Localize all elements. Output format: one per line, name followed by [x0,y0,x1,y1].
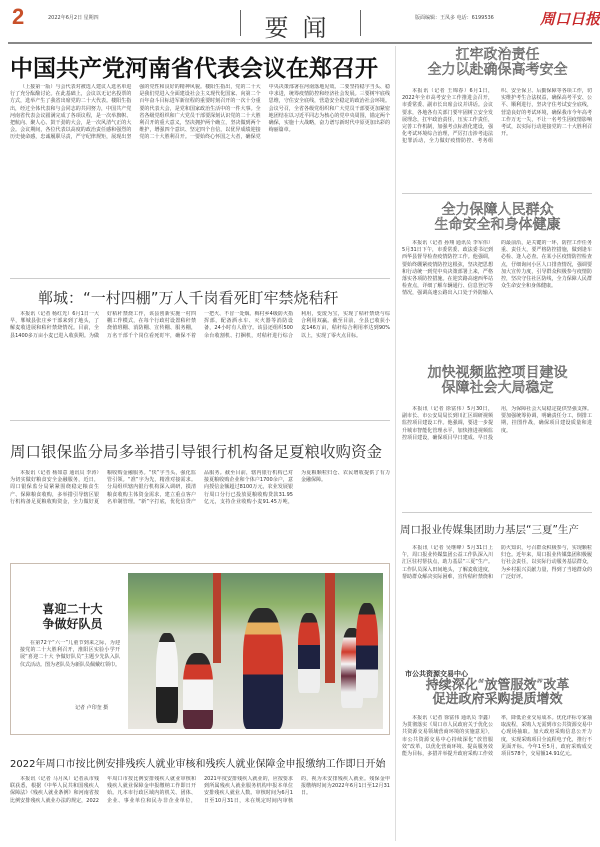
headline-dancheng: 郸城：“一村四棚”万人千岗看死盯牢禁烧秸秆 [38,289,339,307]
header-rule [8,42,592,44]
article-video-body: 本报讯（记者 徐富伟）5月30日，副市长、市公安局局长到川汇区调研视频监控项目建设工作。他强调，要进一步提升城市智能化管理水平，加快推进视频监控项目建设，确保项目早日建成、早日投用，为保障社会大局稳定提供坚强支撑。要加强统筹协调，明确责任分工，倒排工期，挂图作战，确保项目建设质量和进度。 [402,406,592,441]
photo-title-line: 喜迎二十大 [42,602,103,616]
article-main-body: （上接第一版）与会代表对被选人建议人选名单进行了充分酝酿讨论。在此基础上，会议以无记名投票的方式，选举产生了我省出席党的二十大代表。楼阳生指出，经过全体代表和与会同志的共同努力，中国共产党河南省代表会议圆满完成了各项议程，是一次举旗帜、把航向、聚人心、鼓干劲的大会，是一次风清气正的大会。会议期间，各位代表以高度的政治责任感和强烈的历史使命感，忠诚履职尽责，严守纪律规矩，展现出坚强的党性和良好的精神风貌。楼阳生指出，党的二十大是我们党进入全面建设社会主义现代化国家、向第二个百年奋斗目标进军新征程的重要时刻召开的一次十分重要的代表大会，是党和国家政治生活中的一件大事。全省各级党组织和广大党员干部要深刻认识党的二十大胜利召开的重大意义，坚决拥护两个确立，坚决做到两个维护，增强四个意识、坚定四个自信，以优异成绩迎接党的二十大胜利召开。一要始终心怀国之大者，确保党中央决策部署在河南落地见效。二要坚持稳字当头、稳中求进，统筹疫情防控和经济社会发展。三要树牢底线思维，守住安全底线，营造安全稳定的政治社会环境。会议号召，全省各级党组织和广大党员干部要更加紧密地团结在以习近平同志为核心的党中央周围，锚定两个确保，实施十大战略，奋力谱写新时代中原更加出彩的绚丽篇章。 [10,84,390,141]
headline-video [400,366,595,395]
headline-disabled: 2022年周口市按比例安排残疾人就业审核和残疾人就业保障金申报缴纳工作即日开始 [10,759,386,770]
article-gaokao-body: 本报讯（记者 王锦春）6月1日，2022年全市高考安全工作推进会召开，市委常委、副市长出席会议并讲话。会议要求，各地各有关部门要牢固树立安全发展理念，扛牢政治责任，压实工作责任，完善工作机制，加强考点标准化建设，强化考试环境综合治理，严厉打击涉考违法犯罪活动，全力做好疫情防控、考务组织、安全保卫、后勤保障等各项工作，切实维护考生合法权益，确保高考平安、公平、顺利进行，坚决守住考试安全底线，营造良好的考试环境，确保我市今年高考工作万无一失，不让一名考生因疫情影响考试，以实际行动迎接党的二十大胜利召开。 [402,88,592,145]
article-disabled-body: 本报讯（记者 马月凤）记者从市残联获悉，根据《中华人民共和国残疾人保障法》《残疾人就业条例》和河南省按比例安排残疾人就业办法的规定，2022年周口市按比例安排残疾人就业审核和残疾人就业保障金申报缴纳工作即日开始。凡本市行政区域内的机关、团体、企业、事业单位和民办非企业单位，2021年度安排残疾人就业的，应按要求到所属残疾人就业服务机构申报本单位安排残疾人就业人数。审核时间为6月1日至10月31日，未在规定时间内审核的，视为未安排残疾人就业。残保金申报缴纳时间为2022年6月1日至12月31日。 [10,776,390,804]
article-dancheng-body: 本报讯（记者 杨红光）6月1日一大早，郸城县张庄乡干部来到了地头，了解麦收进展和秸秆禁烧情况。目前，全县1400多万亩小麦已进入收获期。为做好秸秆禁烧工作，该县创新实施一村四棚工作模式，在每个行政村设置秸秆禁烧值班棚、消防棚、宣传棚、服务棚，万名干部千个岗位看死盯牢，确保不着一把火、不冒一处烟。梅村乡4级防火指挥部，配备洒水车、灭火器等消防设备，24小时有人值守。该县还组织500余台收割机、打捆机，对秸秆进行综合利用，变废为宝，实现了秸秆禁烧与综合利用双赢。截至目前，全县已收获小麦146万亩，秸秆综合利用率达到90%以上，实现了零火点目标。 [10,311,390,339]
divider [240,10,241,36]
headline-line: 生命安全和身体健康 [434,216,561,233]
headline-health [400,203,595,232]
newspaper-logo: 周口日报 [540,10,600,28]
article-media-body: 本报讯（记者 吴继峰）5月31日上午，周口报业传媒集团公益工作队深入川汇区驻村帮扶点，助力基层“三夏”生产。工作队员深入田间地头，了解麦收进度，帮助群众解决实际困难，宣传秸秆禁烧和防火知识，号召群众积极参与，实现颗粒归仓。近年来，周口报业传媒集团积极履行社会责任，以实际行动服务基层群众，为乡村振兴贡献力量，得到了当地群众的广泛好评。 [402,545,592,580]
divider [10,420,390,421]
photo-credit: 记者 卢印奎 摄 [75,705,109,711]
column-divider [395,46,396,841]
headline-line: 促进政府采购提质增效 [432,691,563,707]
photo-caption: 在第72个“六一”儿童节到来之际，为迎接党的二十大胜利召开，淮阳区实验小学开展“喜迎二十大 争做好队员”主题少先队入队仪式活动。图为老队员为新队员佩戴红领巾。 [20,640,120,668]
headline-line: 全力保障人民群众 [441,202,554,218]
issue-date: 2022年6月2日 星期四 [48,15,99,21]
headline-procure [400,679,595,706]
headline-line: 扛牢政治责任 [455,47,540,63]
photo-title-line: 争做好队员 [42,617,103,631]
headline-bank: 周口银保监分局多举措引导银行机构备足夏粮收购资金 [10,443,383,461]
divider [360,10,361,36]
headline-gaokao [400,48,595,77]
editor-info: 版面编辑：王凤多 电话：6199536 [415,15,494,21]
photo-children-ceremony [128,573,383,729]
headline-line: 加快视频监控项目建设 [427,365,568,381]
headline-line: 持续深化“放管服效”改革 [425,678,570,693]
article-bank-body: 本报讯（记者 杨如意 通讯员 李涛）为切实做好粮食安全金融服务，近日，周口银保监分局紧紧围绕稳定粮食生产、保障粮食收购，多举措引导辖区银行机构备足夏粮收购资金，全力做好夏粮收购金融服务。“快”字当头，强化监管引领。“准”字为先，精准对接需求。分局组织辖内银行机构深入调研，摸清粮食收购主体资金需求，建立重点客户名单制管理。“新”字打底，优化信贷产品服务。截至目前，辖内银行机构已对接夏粮收购企业和个体户1700余户，意向授信金额超过8100万元，农业发展银行周口分行已投放夏粮收购贷款31.95亿元，支持企业收购小麦91.45万吨，为夏粮颗粒归仓、农民增收提供了有力金融保障。 [10,470,390,505]
headline-line: 全力以赴确保高考安全 [427,61,568,78]
kicker-procure: 市公共资源交易中心 [405,669,468,678]
page-number: 2 [12,4,25,29]
divider [402,193,592,194]
headline-media: 周口报业传媒集团助力基层“三夏”生产 [400,524,579,536]
section-title: 要闻 [264,14,341,42]
divider [402,512,592,513]
photo-title [25,602,120,632]
headline-line: 保障社会大局稳定 [441,379,554,396]
divider [10,278,390,279]
headline-main: 中国共产党河南省代表会议在郑召开 [10,56,378,82]
article-procure-body: 本报讯（记者 徐富伟 通讯员 李鑫）为贯彻落实《周口市人民政府关于优化公共资源交易领域营商环境的实施意见》，市公共资源交易中心持续深化“放管服效”改革，以优化营商环境、提高服务效能为目标，多措并举提升政府采购工作效率，降低企业交易成本。优化评标专家抽取流程，采购人无需到市公共资源交易中心现场抽取。加大政府采购信息公开力度，实现采购项目全流程电子化，推行不见面开标。今年1至5月，政府采购成交项目578个，交易额14.91亿元。 [402,715,592,758]
article-health-body: 本报讯（记者 孙翔 通讯员 李军伟）5月31日下午，市委常委、政法委书记到西华县督导检查疫情防控工作。他强调，要始终绷紧疫情防控这根弦，坚决把思想和行动统一到党中央决策部署上来，严格落实各项防控措施。在迎宾路高速西华站检查点，详细了解车辆通行、信息登记等情况，强调高速公路出入口处于外防输入的最前沿，是关键的一环，防控工作任务重、责任大，要严格防控措施，做到逢车必检、逢人必查。在某小区疫情防控检查点，仔细询问小区人口排查情况，强调要加大宣传力度，引导群众积极参与疫情防控，坚决守住社区防线，全力保障人民群众生命安全和身体健康。 [402,240,592,297]
